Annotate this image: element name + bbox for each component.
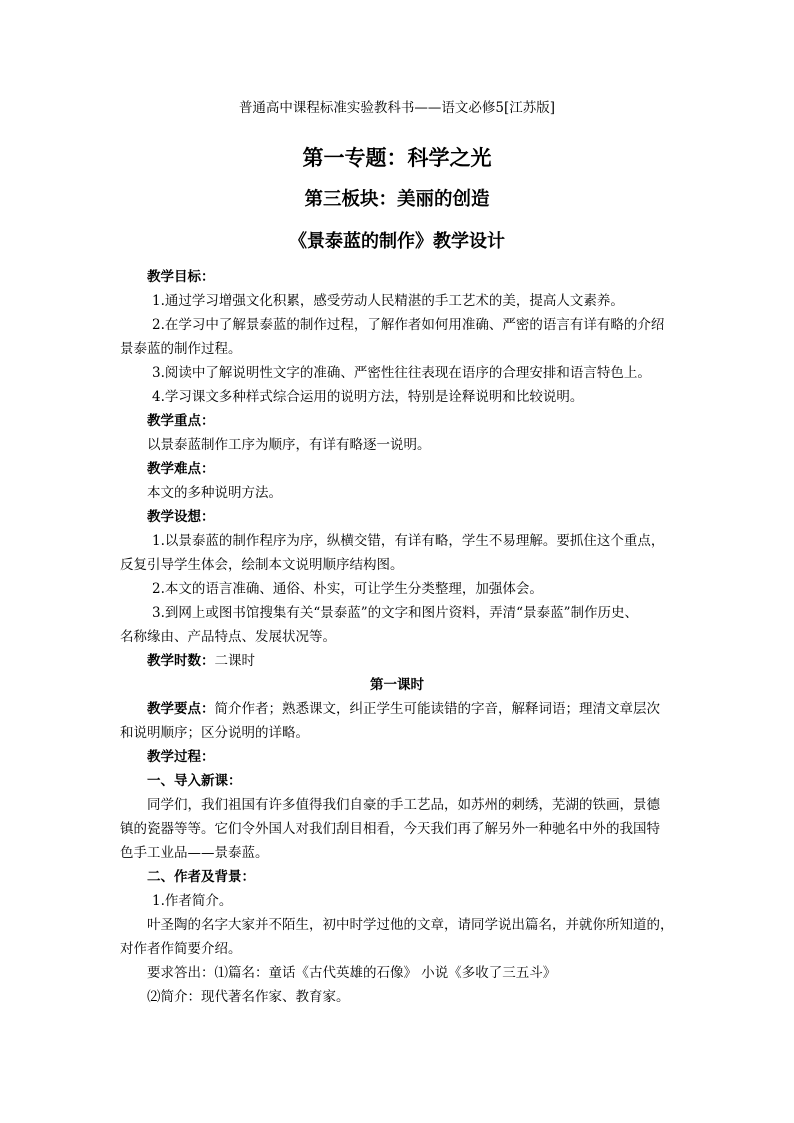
design-item-2: 2.本文的语言准确、通俗、朴实，可让学生分类整理，加强体会。 (152, 581, 543, 597)
goal-item-4: 4.学习课文多种样式综合运用的说明方法，特别是诠释说明和比较说明。 (152, 389, 584, 405)
author-para-line-1: 叶圣陶的名字大家并不陌生，初中时学过他的文章，请同学说出篇名，并就你所知道的， (147, 917, 674, 933)
design-item-1-line-1: 1.以景泰蓝的制作程序为序，纵横交错，有详有略，学生不易理解。要抓住这个重点， (152, 533, 665, 549)
page-header: 普通高中课程标准实验教科书——语文必修5[江苏版] (238, 100, 556, 116)
essentials-text: 简介作者；熟悉课文，纠正学生可能读错的字音，解释词语；理清文章层次 (214, 701, 660, 717)
design-item-3-line-2: 名称缘由、产品特点、发展状况等。 (120, 629, 336, 645)
keypoint-label: 教学重点： (147, 413, 215, 429)
author-para-line-2: 对作者作简要介绍。 (120, 941, 242, 957)
design-label: 教学设想： (147, 509, 215, 525)
author-answer-1: 要求答出：⑴篇名：童话《古代英雄的石像》 小说《多收了三五斗》 (147, 965, 557, 981)
design-item-1-line-2: 反复引导学生体会，绘制本文说明顺序结构图。 (120, 557, 404, 573)
hours-text: 二课时 (214, 653, 255, 669)
hours-line (147, 652, 255, 670)
essentials-line-1 (147, 700, 660, 718)
author-heading: 二、作者及背景： (147, 869, 255, 885)
lesson-title: 《景泰蓝的制作》教学设计 (289, 231, 505, 252)
topic-title: 第一专题：科学之光 (302, 145, 492, 170)
keypoint-text: 以景泰蓝制作工序为顺序，有详有略逐一说明。 (147, 437, 431, 453)
design-item-3-line-1: 3.到网上或图书馆搜集有关“景泰蓝”的文字和图片资料，弄清“景泰蓝”制作历史、 (152, 605, 638, 621)
goal-item-1: 1.通过学习增强文化积累，感受劳动人民精湛的手工艺术的美，提高人文素养。 (152, 293, 624, 309)
author-answer-2: ⑵简介：现代著名作家、教育家。 (147, 989, 350, 1005)
hours-label: 教学时数： (147, 653, 215, 669)
goals-label: 教学目标： (147, 269, 215, 285)
goal-item-2-line-1: 2.在学习中了解景泰蓝的制作过程，了解作者如何用准确、严密的语言有详有略的介绍 (152, 317, 665, 333)
essentials-line-2: 和说明顺序；区分说明的详略。 (120, 725, 309, 741)
intro-line-2: 镇的瓷器等等。它们令外国人对我们刮目相看，今天我们再了解另外一种驰名中外的我国特 (120, 821, 660, 837)
difficulty-label: 教学难点： (147, 461, 215, 477)
essentials-label: 教学要点： (147, 701, 215, 717)
goal-item-3: 3.阅读中了解说明性文字的准确、严密性往往表现在语序的合理安排和语言特色上。 (152, 365, 651, 381)
intro-line-1: 同学们，我们祖国有许多值得我们自豪的手工艺品，如苏州的刺绣，芜湖的铁画，景德 (147, 797, 660, 813)
difficulty-text: 本文的多种说明方法。 (147, 485, 282, 501)
intro-line-3: 色手工业品——景泰蓝。 (120, 845, 269, 861)
section-title: 第三板块：美丽的创造 (304, 189, 490, 210)
period-title: 第一课时 (370, 677, 424, 693)
intro-heading: 一、导入新课： (147, 773, 242, 789)
goal-item-2-line-2: 景泰蓝的制作过程。 (120, 341, 242, 357)
process-label: 教学过程： (147, 749, 215, 765)
author-item-1: 1.作者简介。 (152, 893, 233, 909)
